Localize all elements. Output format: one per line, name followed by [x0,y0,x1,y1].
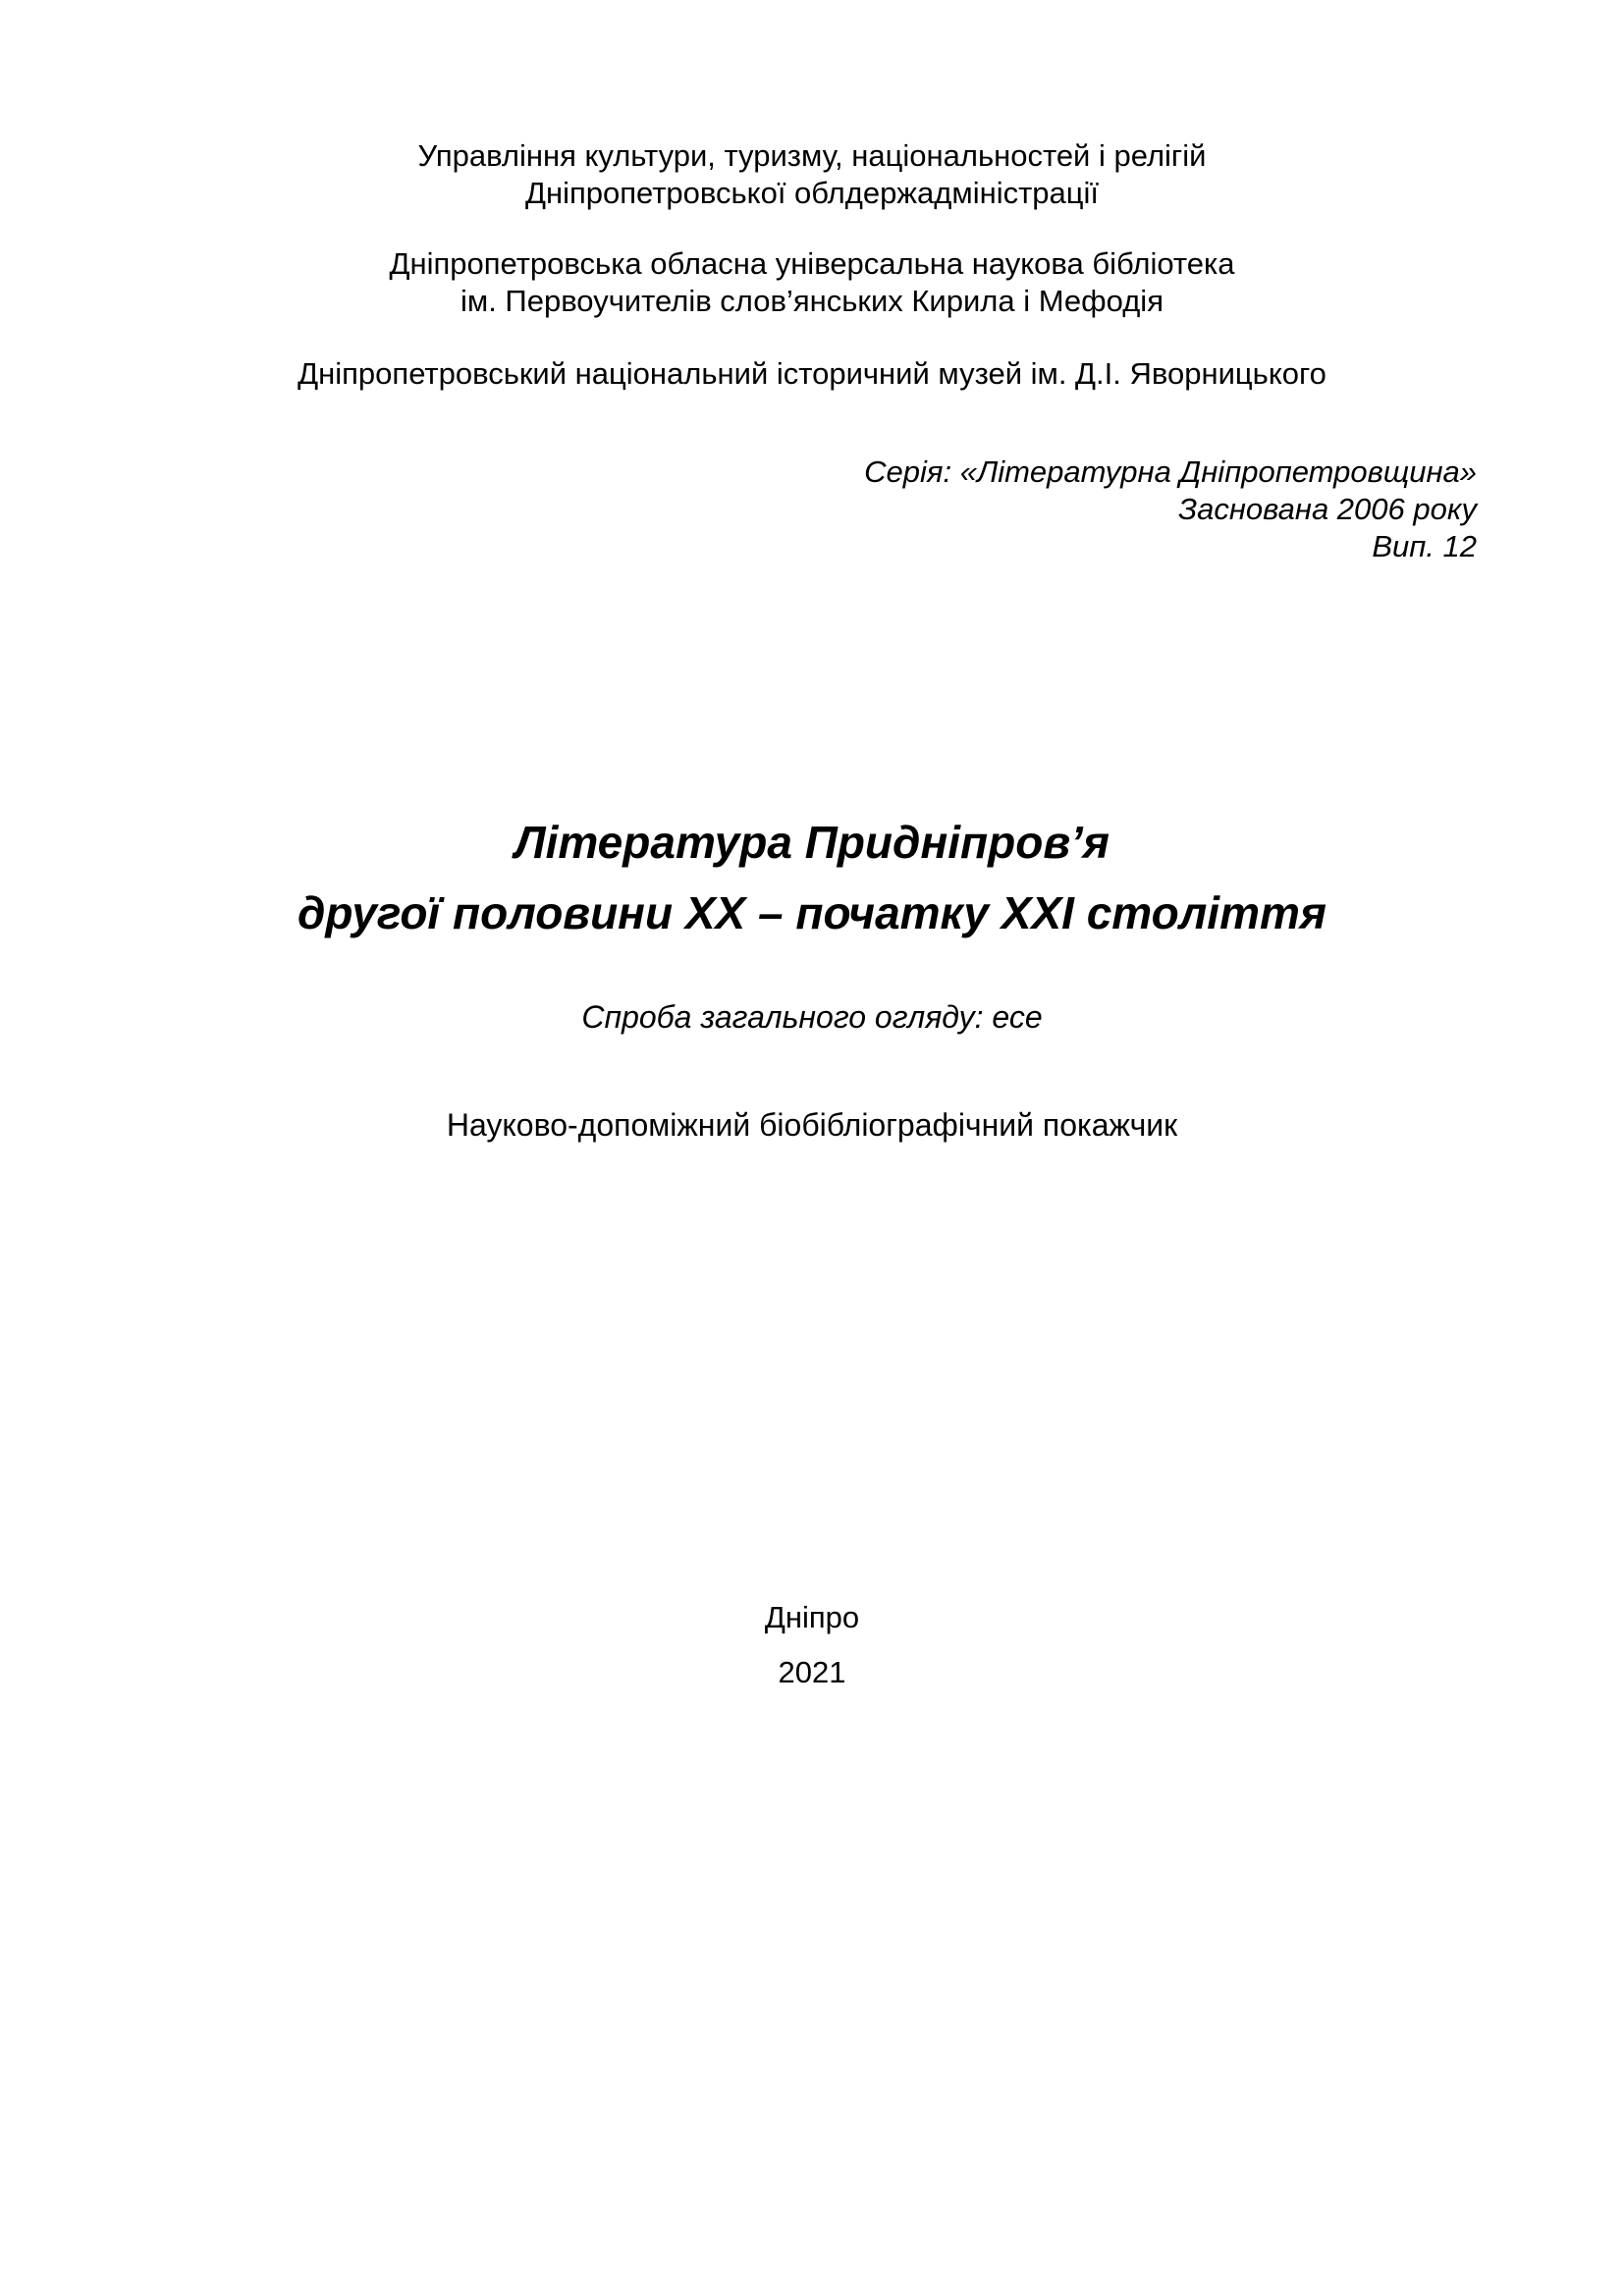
book-title-line-2: другої половини ХХ – початку ХХІ століття [298,887,1326,938]
imprint-city: Дніпро [764,1600,860,1634]
authority-line-2: Дніпропетровської облдержадміністрації [524,176,1100,210]
series-issue: Вип. 12 [1372,529,1477,563]
museum-line: Дніпропетровський національний історичний музей ім. Д.І. Яворницького [298,356,1326,391]
authority-block [0,137,1624,212]
document-type: Науково-допоміжний біобібліографічний покажчик [446,1107,1178,1143]
book-subtitle: Спроба загального огляду: есе [581,999,1043,1035]
series-name: Серія: «Літературна Дніпропетровщина» [864,454,1477,489]
book-title-line-1: Література Придніпров’я [514,817,1110,868]
book-title [0,807,1624,948]
series-block [864,454,1477,565]
authority-line-1: Управління культури, туризму, національностей і релігій [417,138,1207,173]
series-founded: Заснована 2006 року [1178,492,1477,526]
library-line-2: ім. Первоучителів слов’янських Кирила і Мефодія [460,284,1164,318]
library-block [0,245,1624,320]
imprint-year: 2021 [778,1655,846,1689]
library-line-1: Дніпропетровська обласна універсальна наукова бібліотека [389,246,1235,281]
